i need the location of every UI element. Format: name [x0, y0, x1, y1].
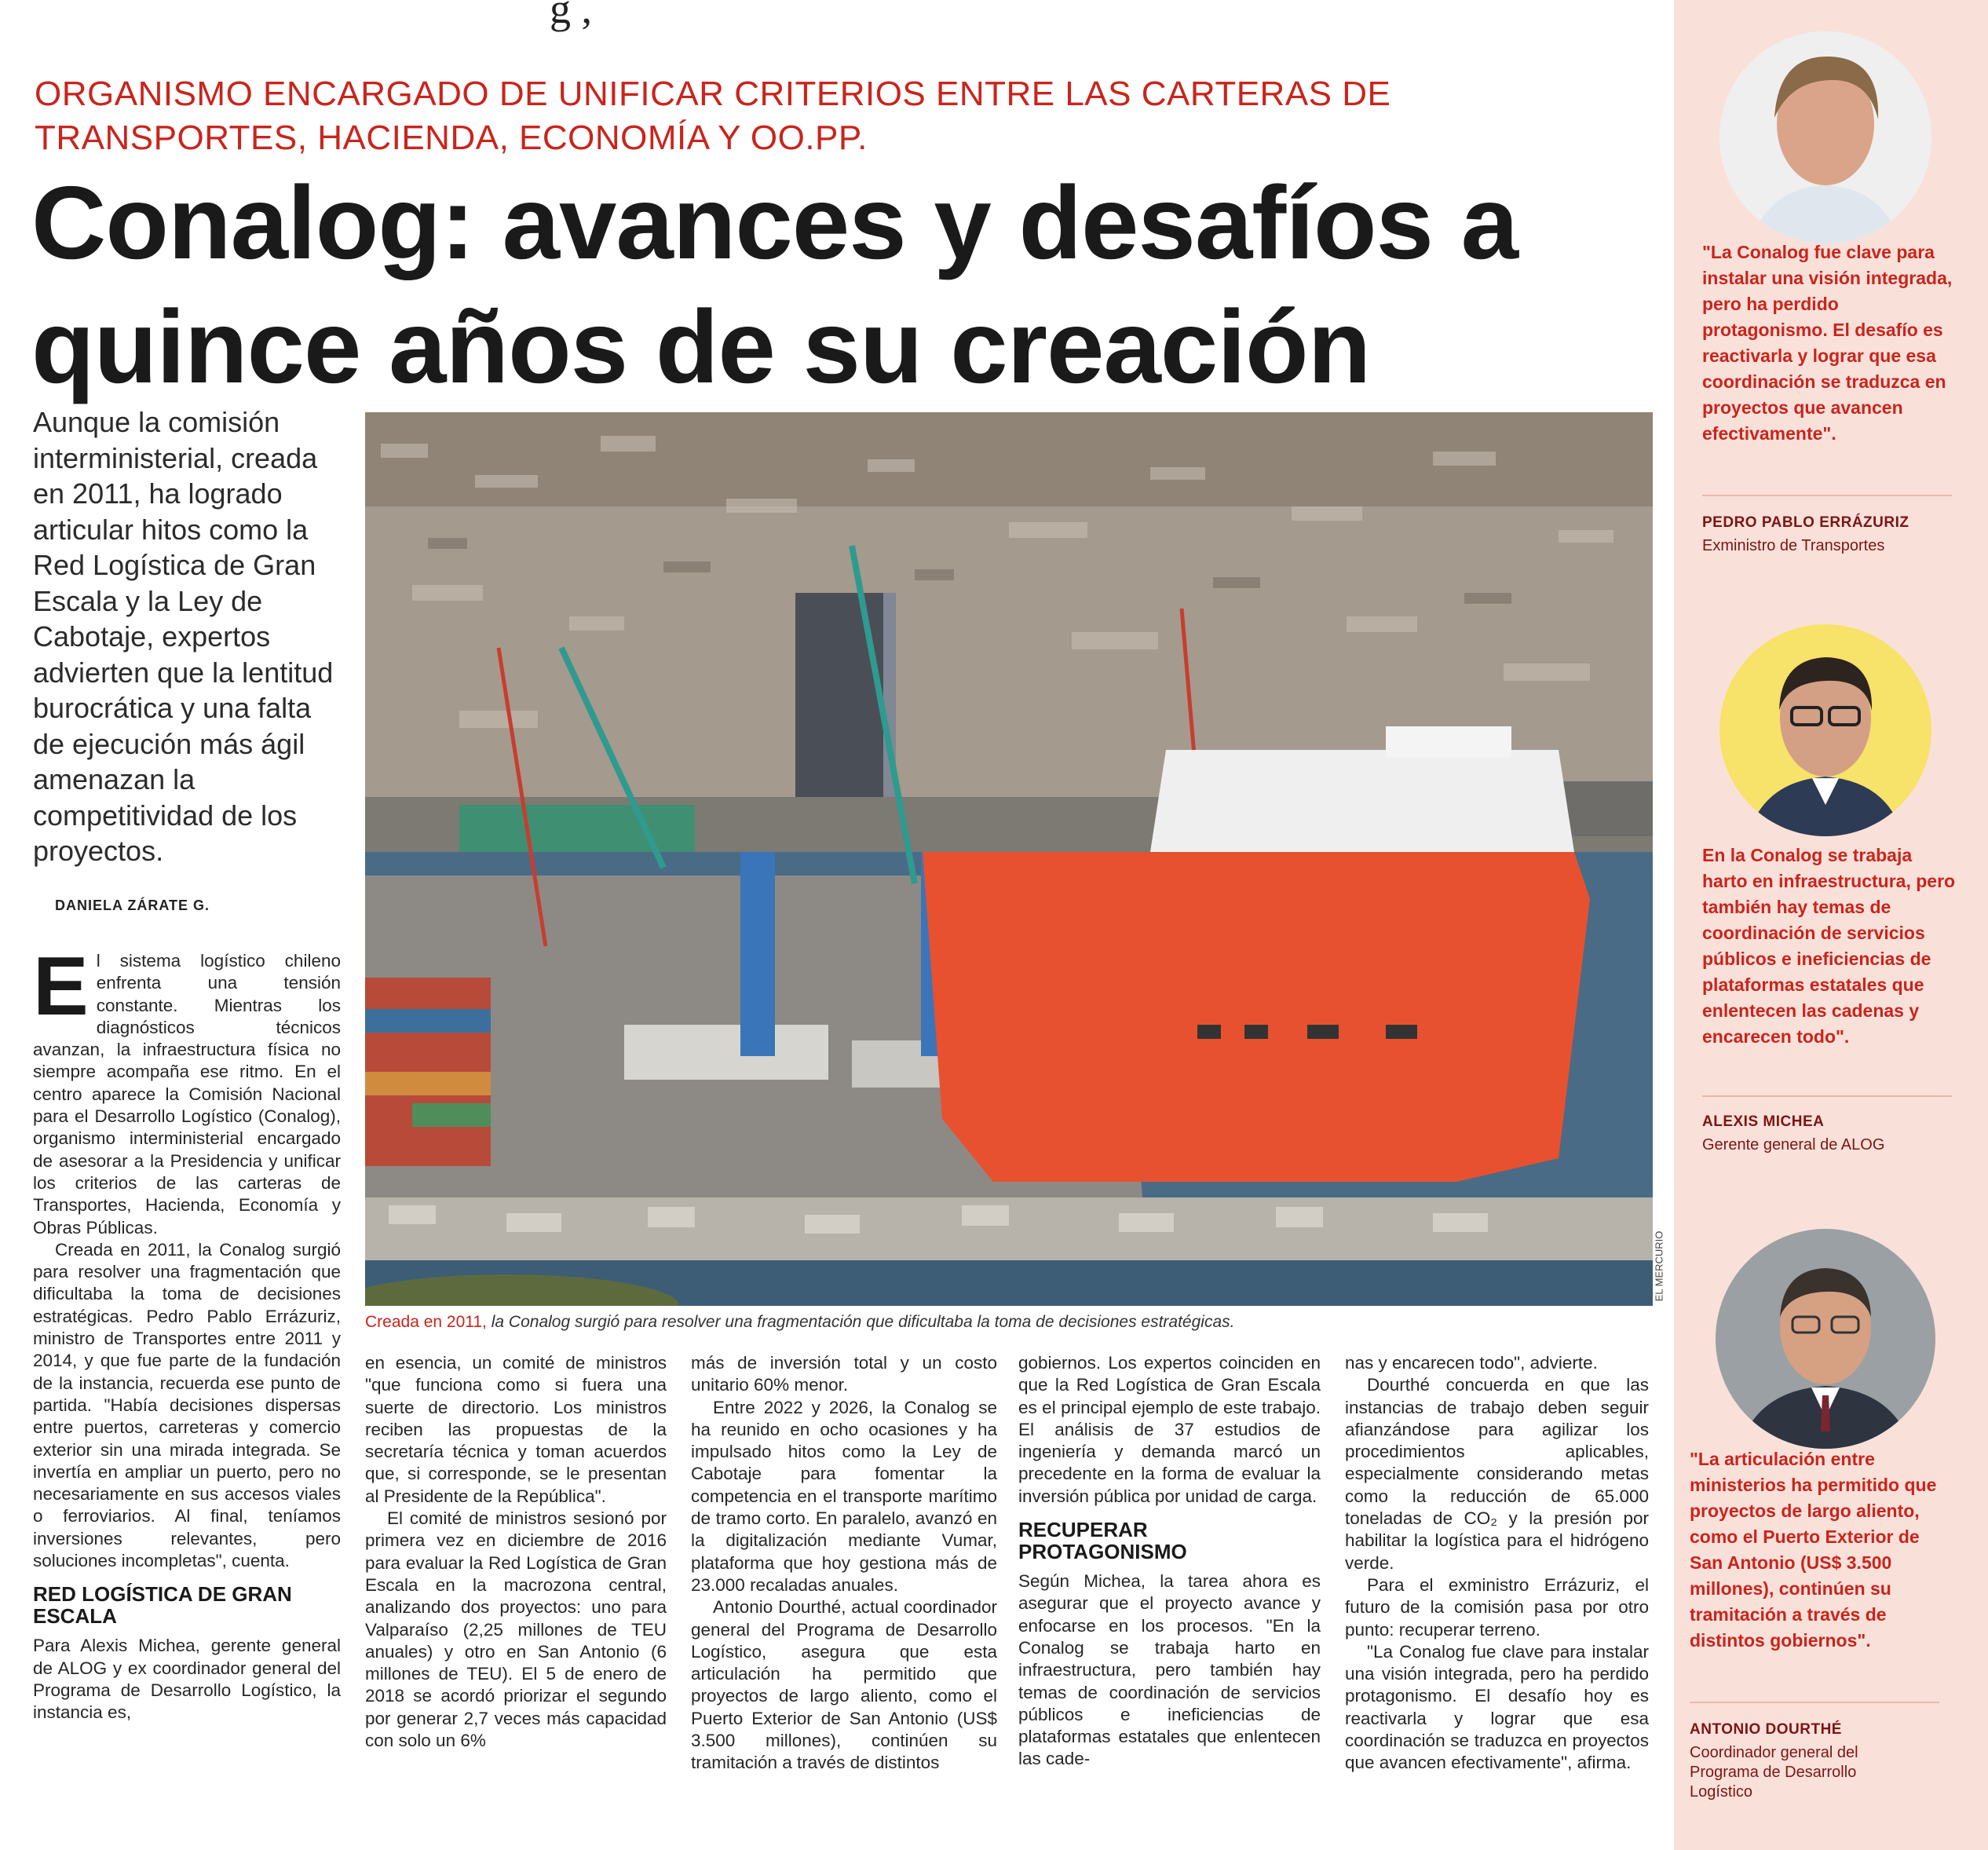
body-column-2 [365, 1352, 667, 1752]
article-kicker: ORGANISMO ENCARGADO DE UNIFICAR CRITERIOS ENTRE LAS CARTERAS DE TRANSPORTES, HACIENDA, ECONOMÍA Y OO.PP. [35, 75, 1391, 157]
paragraph: El comité de ministros sesionó por primera vez en diciembre de 2016 para evaluar la Red Logística de Gran Escala en la macrozona central, analizando dos proyectos: uno para Valparaíso (2,25 millones de TEU anuales) y otro en San Antonio (6 millones de TEU). El 5 de enero de 2018 se acordó priorizar el segundo por generar 2,7 veces más capacidad con solo un 6% [365, 1508, 667, 1751]
caption-lead: Creada en 2011, [365, 1313, 487, 1331]
divider [1690, 1702, 1939, 1703]
quote-2-name: ALEXIS MICHEA [1702, 1113, 1825, 1130]
quote-1-name: PEDRO PABLO ERRÁZURIZ [1702, 514, 1909, 531]
drop-cap: E [33, 940, 89, 1033]
caption-text: la Conalog surgió para resolver una fragmentación que dificultaba la toma de decisiones estratégicas. [491, 1313, 1235, 1331]
body-column-3 [691, 1352, 997, 1775]
paragraph: Entre 2022 y 2026, la Conalog se ha reunido en ocho ocasiones y ha impulsado hitos como la Ley de Cabotaje para fomentar la competencia en el transporte marítimo de tramo corto. En paralelo, avanzó en la digitalización mediante Vumar, plataforma que hoy gestiona más de 23.000 recaladas anuales. [691, 1397, 997, 1595]
divider [1702, 495, 1952, 496]
quote-1-role: Exministro de Transportes [1702, 537, 1885, 554]
portrait-dourthe [1716, 1229, 1935, 1449]
body-column-4 [1018, 1352, 1321, 1771]
paragraph: más de inversión total y un costo unitario 60% menor. [691, 1353, 997, 1395]
portrait-michea [1719, 624, 1931, 836]
quote-1: "La Conalog fue clave para instalar una visión integrada, pero ha perdido protagonismo. El desafío es reactivarla y lograr que esa coordinación se traduzca en proyectos que avancen efectivamente". [1702, 242, 1953, 444]
photo-credit [1655, 1225, 1671, 1311]
quote-2-role: Gerente general de ALOG [1702, 1136, 1885, 1154]
quote-2: En la Conalog se trabaja harto en infraestructura, pero también hay temas de coordinación de servicios públicos e ineficiencias de plataformas estatales que enlentecen las cadenas y encarecen todo". [1702, 845, 1956, 1047]
paragraph: Creada en 2011, la Conalog surgió para resolver una fragmentación que dificultaba la toma de decisiones estratégicas. Pedro Pablo Errázuriz, ministro de Transportes entre 2011 y 2014, y que fue parte de la fundación de la instancia, recuerda ese punto de partida. "Había decisiones dispersas entre puertos, carreteras y comercio exterior sin una mirada integrada. Se invertía en ampliar un puerto, pero no necesariamente en sus accesos viales o ferroviarios. Al final, teníamos inversiones relevantes, pero soluciones incompletas", cuenta. [33, 1239, 341, 1571]
paragraph: "La Conalog fue clave para instalar una visión integrada, pero ha perdido protagonismo. El desafío hoy es reactivarla y lograr que esa coordinación se traduzca en proyectos que avancen efectivamente", afirma. [1345, 1641, 1649, 1773]
paragraph: gobiernos. Los expertos coinciden en que la Red Logística de Gran Escala es el principal ejemplo de este trabajo. El análisis de 37 estudios de ingeniería y demanda marcó un precedente en la forma de evaluar la inversión pública por unidad de carga. [1018, 1353, 1321, 1506]
photo-credit-text: EL MERCURIO [1653, 1230, 1665, 1302]
paragraph: Dourthé concuerda en que las instancias de trabajo deben seguir afianzándose para agilizar los procedimientos aplicables, especialmente considerando metas como la reducción de 65.000 toneladas de CO₂ y la presión por habilitar la logística para el hidrógeno verde. [1345, 1375, 1649, 1573]
subhead: RECUPERAR PROTAGONISMO [1018, 1518, 1187, 1564]
article-lede: Aunque la comisión interministerial, creada en 2011, ha logrado articular hitos como la Red Logística de Gran Escala y la Ley de Cabotaje, expertos advierten que la lentitud burocrática y una falta de ejecución más ágil amenazan la competitividad de los proyectos. [33, 406, 334, 867]
portrait-errazuriz [1719, 31, 1931, 243]
paragraph: Según Michea, la tarea ahora es asegurar que el proyecto avance y enfocarse en los procesos. "En la Conalog se trabaja harto en infraestructura, pero también hay temas de coordinación de servicios públicos e ineficiencias de plataformas estatales que enlentecen las cade- [1018, 1571, 1321, 1769]
port-photo [365, 412, 1653, 1306]
paragraph: en esencia, un comité de ministros "que funciona como si fuera una suerte de directorio. Los ministros reciben las propuestas de la secretaría técnica y toman acuerdos que, si corresponde, se le presentan al Presidente de la República". [365, 1353, 667, 1506]
paragraph: Antonio Dourthé, actual coordinador general del Programa de Desarrollo Logístico, asegura que esta articulación ha permitido que proyectos de largo aliento, como el Puerto Exterior de San Antonio (US$ 3.500 millones), continúen su tramitación a través de distintos [691, 1597, 997, 1773]
paragraph: Para el exministro Errázuriz, el futuro de la comisión pasa por otro punto: recuperar terreno. [1345, 1574, 1649, 1640]
body-column-1 [33, 940, 341, 1724]
paragraph: nas y encarecen todo", advierte. [1345, 1353, 1598, 1373]
photo-caption [365, 1311, 1653, 1333]
divider [1702, 1095, 1952, 1097]
previous-headline-fragment: g , [550, 0, 592, 32]
paragraph-text: l sistema logístico chileno enfrenta una tensión constante. Mientras los diagnósticos técnicos avanzan, la infraestructura física no siempre acompaña ese ritmo. En el centro aparece la Comisión Nacional para el Desarrollo Logístico (Conalog), organismo interministerial encargado de asesorar a la Presidencia y unificar los criterios de las carteras de Transportes, Hacienda, Economía y Obras Públicas. [33, 951, 341, 1238]
body-column-5 [1345, 1352, 1649, 1775]
paragraph [33, 940, 341, 1239]
port-illustration [365, 412, 1653, 1306]
quote-3-name: ANTONIO DOURTHÉ [1690, 1721, 1842, 1738]
subhead: RED LOGÍSTICA DE GRAN ESCALA [33, 1582, 292, 1629]
quote-3-role: Coordinador general del Programa de Desarrollo Logístico [1690, 1744, 1858, 1801]
paragraph: Para Alexis Michea, gerente general de ALOG y ex coordinador general del Programa de Desarrollo Logístico, la instancia es, [33, 1636, 341, 1723]
quote-3: "La articulación entre ministerios ha permitido que proyectos de largo aliento, como el Puerto Exterior de San Antonio (US$ 3.500 millones), continúen su tramitación a través de distintos gobiernos". [1690, 1449, 1937, 1651]
article-headline: Conalog: avances y desafíos a quince años de su creación [31, 165, 1518, 404]
byline: DANIELA ZÁRATE G. [55, 898, 210, 913]
